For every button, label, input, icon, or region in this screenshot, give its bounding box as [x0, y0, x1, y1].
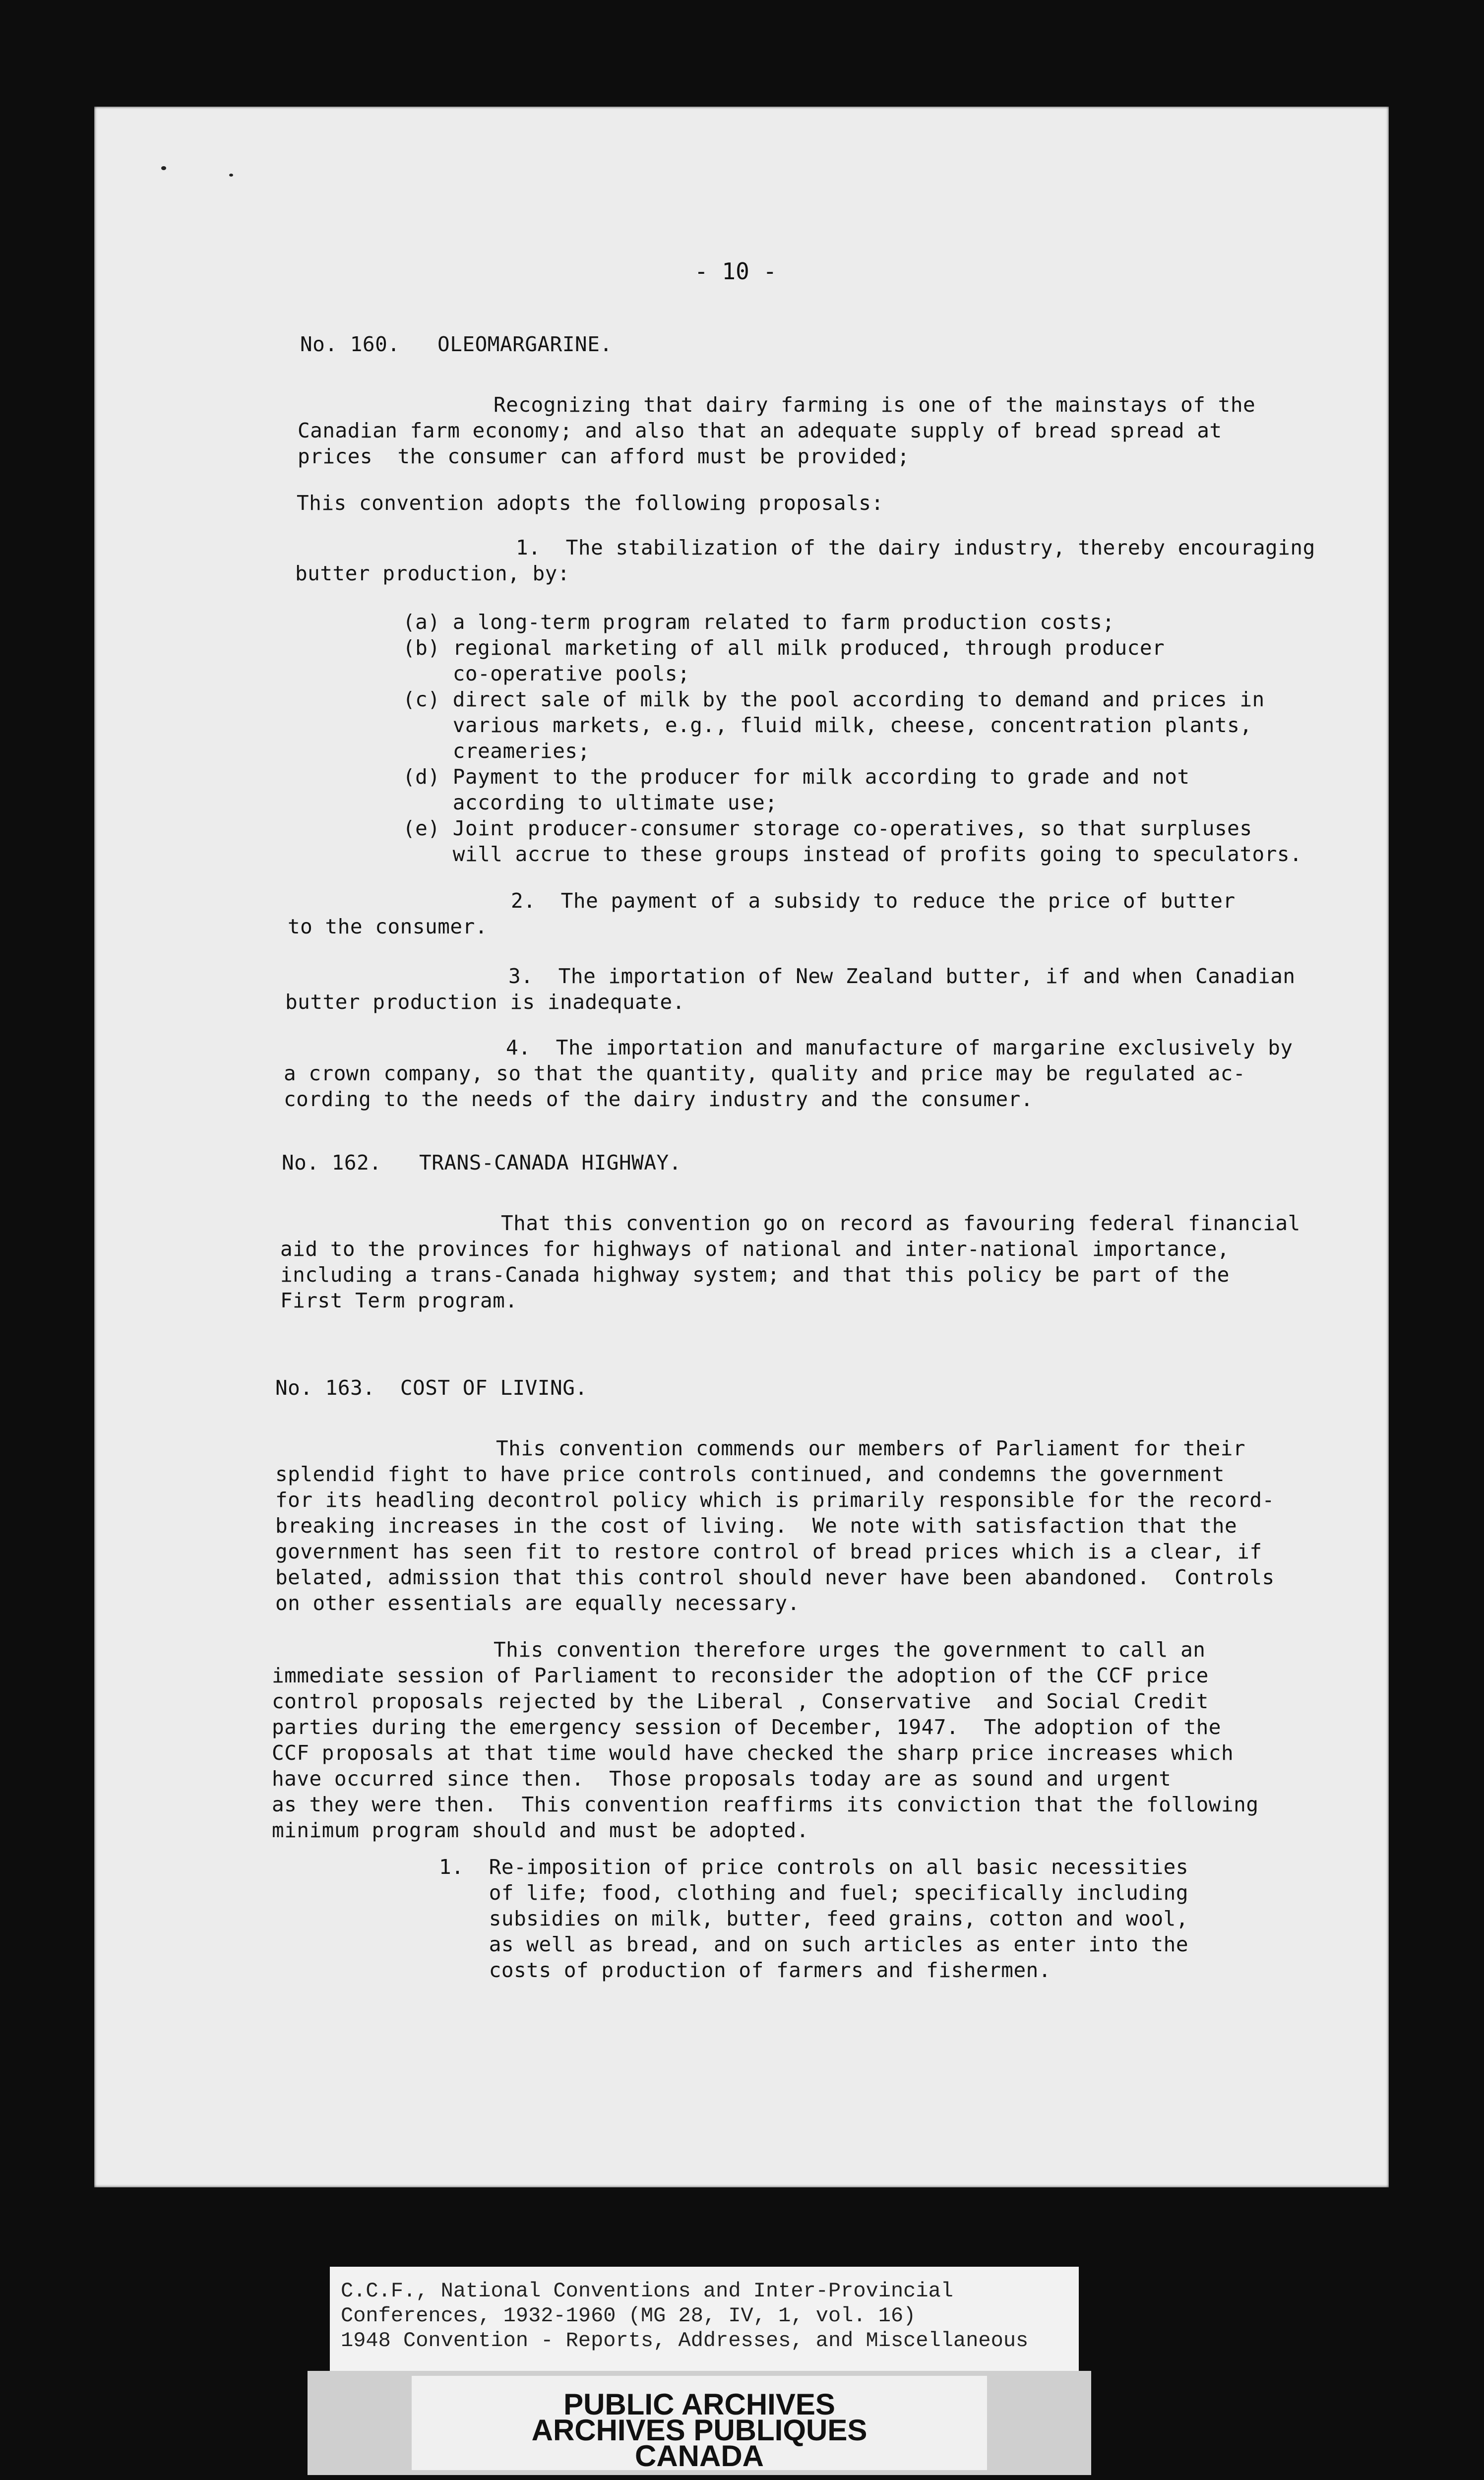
paragraph-line: for its headling decontrol policy which is primarily responsible for the record- [275, 1488, 1275, 1512]
paragraph-line: belated, admission that this control should never have been abandoned. Controls [275, 1565, 1275, 1589]
paragraph-line: prices the consumer can afford must be provided; [298, 444, 910, 468]
paragraph-line: Recognizing that dairy farming is one of the mainstays of the [494, 393, 1256, 417]
archive-label [330, 2267, 1079, 2371]
paragraph-line: on other essentials are equally necessary. [275, 1591, 800, 1615]
sub-item-line: (c) direct sale of milk by the pool according to demand and prices in [403, 687, 1265, 711]
sub-item-line: (b) regional marketing of all milk produced, through producer [403, 636, 1165, 660]
page-speck [229, 174, 233, 177]
paragraph-line: government has seen fit to restore control of bread prices which is a clear, if [275, 1540, 1262, 1563]
sub-item-line: will accrue to these groups instead of profits going to speculators. [403, 842, 1302, 866]
list-item-line: as well as bread, and on such articles as enter into the [439, 1932, 1189, 1956]
list-item-line: of life; food, clothing and fuel; specifically including [439, 1881, 1189, 1905]
list-item-line: butter production is inadequate. [285, 990, 685, 1014]
paragraph-line: That this convention go on record as favouring federal financial [501, 1211, 1300, 1235]
list-item-line: 1. The stabilization of the dairy industry, thereby encouraging [516, 536, 1315, 559]
paragraph-line: splendid fight to have price controls continued, and condemns the government [275, 1462, 1225, 1486]
sub-item-line: (a) a long-term program related to farm production costs; [403, 610, 1115, 634]
list-item-line: butter production, by: [295, 561, 570, 585]
section-heading: No. 160. OLEOMARGARINE. [300, 332, 613, 356]
paragraph-line: as they were then. This convention reaffirms its conviction that the following [272, 1793, 1259, 1816]
archive-label-line: 1948 Convention - Reports, Addresses, and Miscellaneous [341, 2329, 1029, 2353]
page-speck [161, 166, 166, 170]
list-item-line: subsidies on milk, butter, feed grains, cotton and wool, [439, 1907, 1189, 1930]
sub-item-line: according to ultimate use; [403, 791, 778, 814]
archive-stamp-line: ARCHIVES PUBLIQUES [531, 2414, 867, 2447]
paragraph-line: immediate session of Parliament to reconsider the adoption of the CCF price [272, 1664, 1209, 1687]
paragraph-line: control proposals rejected by the Liberal , Conservative and Social Credit [272, 1689, 1209, 1713]
archive-label-line: Conferences, 1932-1960 (MG 28, IV, 1, vol. 16) [341, 2304, 916, 2328]
archive-label-line: C.C.F., National Conventions and Inter-Provincial [341, 2279, 954, 2303]
paragraph-line: This convention therefore urges the government to call an [494, 1638, 1206, 1662]
sub-item-line: creameries; [403, 739, 590, 763]
archive-stamp [308, 2371, 1091, 2475]
page-number: - 10 - [694, 258, 777, 285]
list-item-line: 4. The importation and manufacture of margarine exclusively by [506, 1036, 1293, 1059]
list-item-line: cording to the needs of the dairy industry and the consumer. [284, 1087, 1034, 1111]
archive-stamp-line: CANADA [635, 2439, 764, 2473]
paragraph-line: Canadian farm economy; and also that an adequate supply of bread spread at [298, 419, 1222, 442]
list-item-line: a crown company, so that the quantity, quality and price may be regulated ac- [284, 1061, 1246, 1085]
paragraph-line: This convention commends our members of Parliament for their [496, 1436, 1246, 1460]
archive-stamp-line: PUBLIC ARCHIVES [563, 2388, 835, 2421]
paragraph-line: This convention adopts the following proposals: [297, 491, 884, 515]
paragraph-line: CCF proposals at that time would have checked the sharp price increases which [272, 1741, 1234, 1765]
sub-item-line: various markets, e.g., fluid milk, cheese, concentration plants, [403, 713, 1252, 737]
paragraph-line: breaking increases in the cost of living. We note with satisfaction that the [275, 1514, 1237, 1538]
sub-item-line: (d) Payment to the producer for milk according to grade and not [403, 765, 1190, 789]
list-item-line: 1. Re-imposition of price controls on all basic necessities [439, 1855, 1189, 1879]
paragraph-line: have occurred since then. Those proposals today are as sound and urgent [272, 1767, 1172, 1791]
section-heading: No. 163. COST OF LIVING. [275, 1376, 588, 1400]
paragraph-line: including a trans-Canada highway system; and that this policy be part of the [280, 1263, 1230, 1287]
list-item-line: to the consumer. [288, 915, 488, 938]
paragraph-line: minimum program should and must be adopted. [272, 1818, 809, 1842]
list-item-line: 2. The payment of a subsidy to reduce the price of butter [511, 889, 1236, 913]
section-heading: No. 162. TRANS-CANADA HIGHWAY. [282, 1151, 681, 1175]
sub-item-line: (e) Joint producer-consumer storage co-operatives, so that surpluses [403, 816, 1252, 840]
paragraph-line: First Term program. [280, 1289, 518, 1312]
list-item-line: costs of production of farmers and fishermen. [439, 1958, 1051, 1982]
sub-item-line: co-operative pools; [403, 662, 690, 685]
list-item-line: 3. The importation of New Zealand butter, if and when Canadian [508, 964, 1296, 988]
paragraph-line: parties during the emergency session of December, 1947. The adoption of the [272, 1715, 1221, 1739]
paragraph-line: aid to the provinces for highways of national and inter-national importance, [280, 1237, 1230, 1261]
